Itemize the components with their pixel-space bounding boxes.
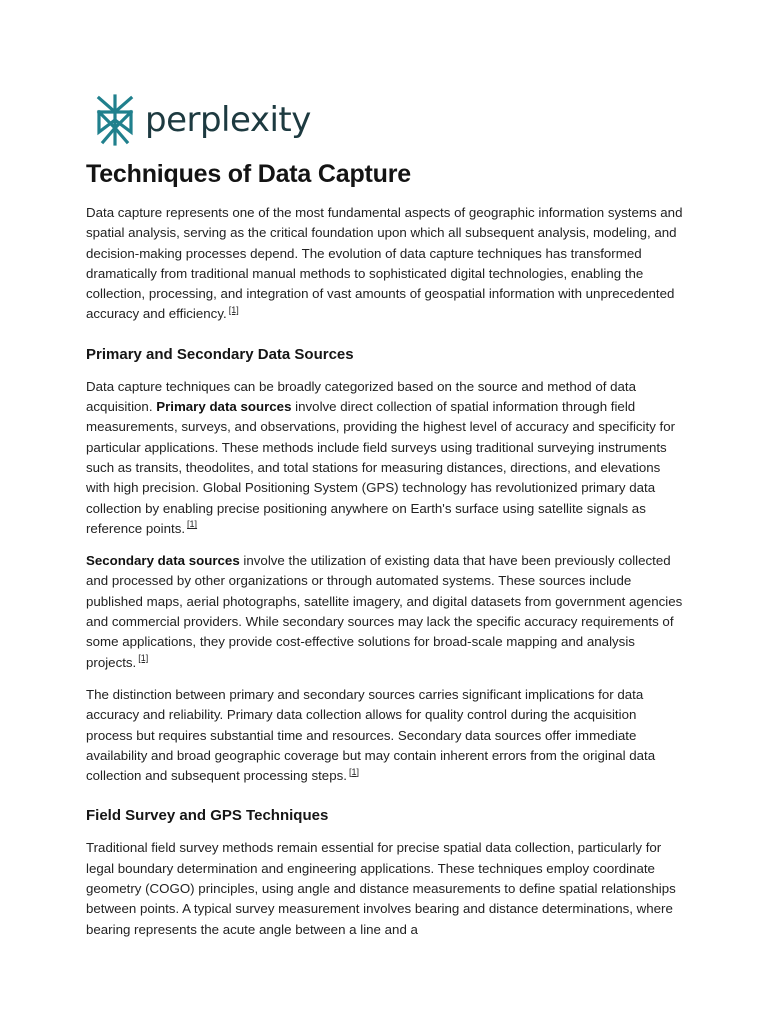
citation-link[interactable]: [1]: [138, 653, 149, 664]
citation-link[interactable]: [1]: [348, 766, 359, 777]
paragraph-text: The distinction between primary and secondary sources carries significant implications for data accuracy and reliability. Primary data collection allows for quality control during the acquisition process but requires substantial time and resources. Secondary data sources offer immediate availability and broad geographic coverage but may contain inherent errors from the original data collection and subsequent processing steps.: [86, 686, 656, 784]
paragraph-text: Traditional field survey methods remain essential for precise spatial data collection, particularly for legal boundary determination and engineering applications. These techniques employ coordinate geometry (COGO) principles, using angle and distance measurements to define spatial relationships between points. A typical survey measurement involves bearing and distance determinations, where bearing represents the acute angle between a line and a: [86, 840, 676, 937]
citation-link[interactable]: [1]: [228, 305, 239, 316]
perplexity-logo-icon: [95, 94, 135, 146]
page-title: Techniques of Data Capture: [86, 160, 411, 188]
paragraph-text: Data capture techniques can be broadly categorized based on the source and method of data acquisition.: [86, 378, 636, 415]
section-heading-field-survey: Field Survey and GPS Techniques: [86, 807, 329, 825]
section-heading-sources: Primary and Secondary Data Sources: [86, 345, 354, 363]
paragraph-text: involve direct collection of spatial information through field measurements, surveys, and observations, providing the highest level of accuracy and specificity for particular applications. These methods include field surveys using traditional surveying instruments such as transits, theodolites, and total stations for measuring distances, directions, and elevations with high precision. Global Positioning System (GPS) technology has revolutionized primary data collection by enabling precise positioning anywhere on Earth's surface using satellite signals as reference points.: [86, 399, 676, 536]
bold-term-primary: Primary data sources: [156, 399, 292, 415]
intro-text: Data capture represents one of the most fundamental aspects of geographic information systems and spatial analysis, serving as the critical foundation upon which all subsequent analysis, modeling, and decision-making processes depend. The evolution of data capture techniques has transformed dramatically from traditional manual methods to sophisticated digital technologies, enabling the collection, processing, and integration of vast amounts of geospatial information with unprecedented accuracy and efficiency.: [86, 205, 683, 322]
primary-sources-paragraph: [86, 377, 686, 539]
bold-term-secondary: Secondary data sources: [86, 553, 240, 569]
brand-name: perplexity: [145, 100, 311, 140]
paragraph-text: involve the utilization of existing data that have been previously collected and processed by other organizations or through automated systems. These sources include published maps, aerial photographs, satellite imagery, and digital datasets from government agencies and commercial providers. While secondary sources may lack the specific accuracy requirements of some applications, they provide cost-effective solutions for broad-scale mapping and analysis projects.: [86, 553, 683, 670]
document-body: [86, 203, 686, 952]
intro-paragraph: [86, 203, 686, 325]
distinction-paragraph: [86, 685, 686, 786]
perplexity-logo: [95, 94, 311, 146]
citation-link[interactable]: [1]: [187, 519, 198, 530]
field-survey-paragraph: [86, 838, 686, 939]
secondary-sources-paragraph: [86, 551, 686, 673]
